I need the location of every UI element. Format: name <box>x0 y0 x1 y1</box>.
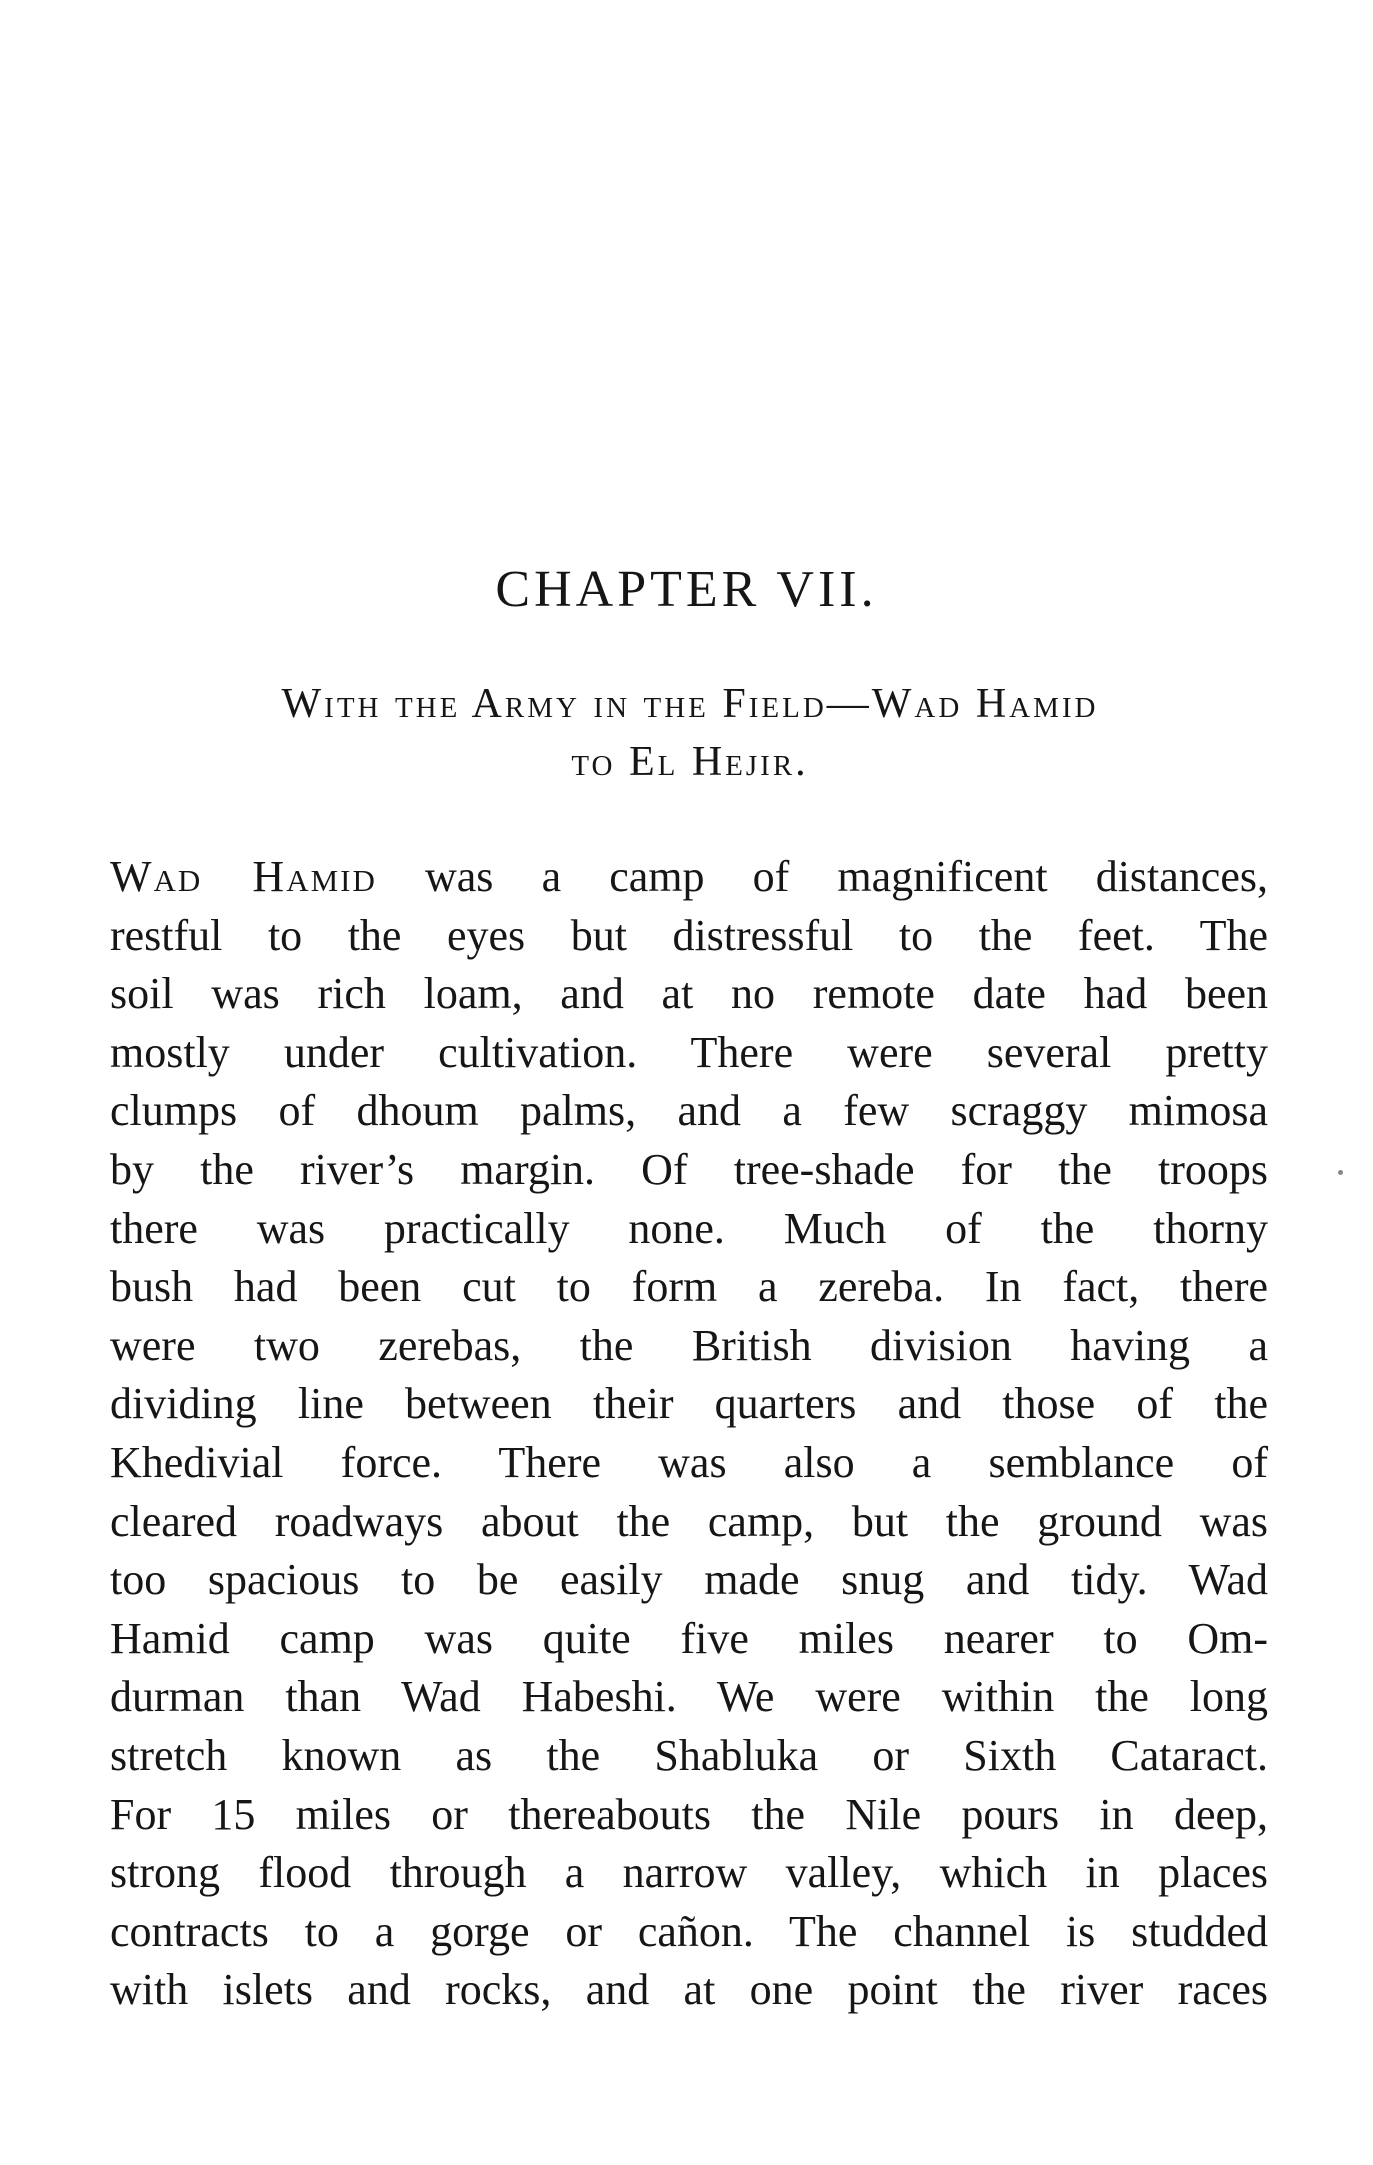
text-line: strong flood through a narrow valley, which in places <box>110 1848 1268 1898</box>
chapter-subtitle-line-2: to El Hejir. <box>571 739 809 785</box>
text-line: durman than Wad Habeshi. We were within the long <box>110 1672 1268 1722</box>
text-line: by the river’s margin. Of tree-shade for the troops <box>110 1144 1268 1194</box>
lead-words: Wad Hamid <box>110 852 377 901</box>
chapter-title: CHAPTER VII. <box>495 561 878 618</box>
text-line: with islets and rocks, and at one point the river races <box>110 1965 1268 2015</box>
text-line-content: was a camp of magnificent distances, <box>376 852 1268 901</box>
text-line: Hamid camp was quite five miles nearer to Om- <box>110 1613 1268 1663</box>
text-line: restful to the eyes but distressful to the feet. The <box>110 910 1268 960</box>
chapter-subtitle <box>160 675 1220 791</box>
text-line: mostly under cultivation. There were several pretty <box>110 1027 1268 1077</box>
text-line: cleared roadways about the camp, but the ground was <box>110 1496 1268 1546</box>
text-line: clumps of dhoum palms, and a few scraggy mimosa <box>110 1086 1268 1136</box>
text-line: there was practically none. Much of the thorny <box>110 1203 1268 1253</box>
text-line: stretch known as the Shabluka or Sixth Cataract. <box>110 1730 1268 1780</box>
text-line: were two zerebas, the British division having a <box>110 1320 1268 1370</box>
text-line: For 15 miles or thereabouts the Nile pours in deep, <box>110 1789 1268 1839</box>
chapter-subtitle-line-1: With the Army in the Field—Wad Hamid <box>281 681 1099 727</box>
text-line: contracts to a gorge or cañon. The channel is studded <box>110 1906 1268 1956</box>
text-line <box>110 848 1268 907</box>
text-line: bush had been cut to form a zereba. In fact, there <box>110 1262 1268 1312</box>
text-line: too spacious to be easily made snug and tidy. Wad <box>110 1555 1268 1605</box>
text-line: Khedivial force. There was also a semblance of <box>110 1437 1268 1487</box>
text-line: soil was rich loam, and at no remote date had been <box>110 969 1268 1019</box>
margin-speck <box>1338 1170 1343 1175</box>
text-line: dividing line between their quarters and those of the <box>110 1379 1268 1429</box>
body-paragraph <box>110 848 1268 2020</box>
